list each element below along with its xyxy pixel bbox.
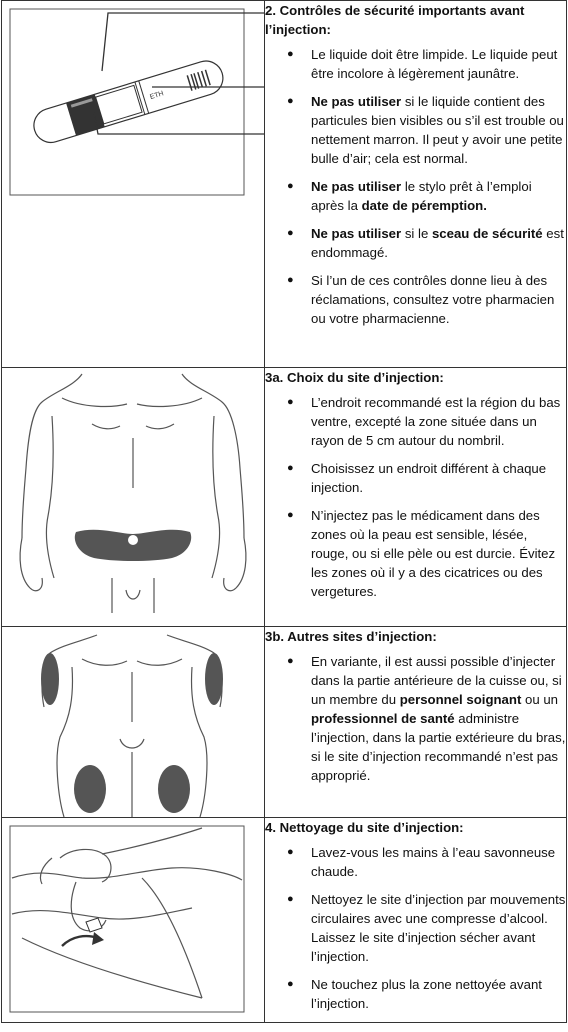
bullet-list <box>265 393 566 601</box>
bullet-item <box>265 506 566 601</box>
text-segment: ou un <box>521 692 559 707</box>
bullet-icon: ● <box>287 893 294 905</box>
step-row-3b <box>2 627 567 818</box>
bullet-icon: ● <box>287 48 294 60</box>
step-row-3a <box>2 368 567 627</box>
bold-text: Ne pas utiliser <box>311 94 402 109</box>
svg-text:ETH: ETH <box>149 90 165 102</box>
bullet-icon: ● <box>287 462 294 474</box>
step-3a-text <box>265 368 567 627</box>
text-segment: Lavez-vous les mains à l’eau savonneuse chaude. <box>311 845 556 879</box>
pen-illustration <box>2 1 264 367</box>
bullet-icon: ● <box>287 978 294 990</box>
step-row-4 <box>2 818 567 1023</box>
bullet-item <box>265 652 566 785</box>
bullet-list <box>265 45 566 328</box>
bold-text: Ne pas utiliser <box>311 226 402 241</box>
step-2-text <box>265 1 567 368</box>
bold-text: personnel soignant <box>399 692 522 707</box>
bold-text: Ne pas utiliser <box>311 179 402 194</box>
bullet-item <box>265 843 566 881</box>
text-segment: En variante, il est aussi possible d’injecter dans la partie antérieure de la cuisse ou, si un membre du <box>311 654 562 707</box>
bullet-item <box>265 890 566 966</box>
pen-illustration-cell <box>2 1 265 368</box>
instruction-table <box>1 0 567 1023</box>
text-segment: le stylo prêt à l’emploi après la <box>311 179 532 213</box>
bold-text: date de péremption. <box>361 198 487 213</box>
text-segment: Ne touchez plus la zone nettoyée avant l’injection. <box>311 977 542 1011</box>
step-heading: 3a. Choix du site d’injection: <box>265 370 444 385</box>
step-heading: 4. Nettoyage du site d’injection: <box>265 820 464 835</box>
bullet-item <box>265 45 566 83</box>
other-sites-illustration-cell <box>2 627 265 818</box>
text-segment: si le liquide contient des particules bien visibles ou s’il est trouble ou nettement marron. Il peut y avoir une petite bulle d’air; cela est normal. <box>311 94 564 166</box>
bullet-item <box>265 177 566 215</box>
text-segment: N’injectez pas le médicament dans des zones où la peau est sensible, lésée, rouge, ou si elle pèle ou est durcie. Évitez les zones où il y a des cicatrices ou des vergetures. <box>311 508 556 599</box>
bold-text: professionnel de santé <box>311 711 455 726</box>
bullet-item <box>265 92 566 168</box>
text-segment: Le liquide doit être limpide. Le liquide peut être incolore à légèrement jaunâtre. <box>311 47 558 81</box>
step-heading: 3b. Autres sites d’injection: <box>265 629 437 644</box>
text-segment: est endommagé. <box>311 226 564 260</box>
bullet-icon: ● <box>287 180 294 192</box>
bold-text: sceau de sécurité <box>431 226 543 241</box>
text-segment: L’endroit recommandé est la région du bas ventre, excepté la zone située dans un rayon de 5 cm autour du nombril. <box>311 395 561 448</box>
bullet-item <box>265 224 566 262</box>
thigh-arm-injection-sites-illustration <box>2 627 264 817</box>
bullet-icon: ● <box>287 95 294 107</box>
bullet-icon: ● <box>287 227 294 239</box>
step-heading: 2. Contrôles de sécurité importants avant l’injection: <box>265 3 525 37</box>
step-4-text <box>265 818 567 1023</box>
text-segment: administre l’injection, dans la partie extérieure du bras, si le site d’injection recommandé n’est pas approprié. <box>311 711 566 783</box>
bullet-list <box>265 652 566 785</box>
text-segment: Choisissez un endroit différent à chaque injection. <box>311 461 547 495</box>
bullet-item <box>265 271 566 328</box>
step-3b-text <box>265 627 567 818</box>
cleaning-skin-illustration <box>2 818 264 1022</box>
bullet-item <box>265 393 566 450</box>
text-segment: Si l’un de ces contrôles donne lieu à des réclamations, consultez votre pharmacien ou votre pharmacienne. <box>311 273 555 326</box>
cleaning-illustration-cell <box>2 818 265 1023</box>
bullet-icon: ● <box>287 655 294 667</box>
abdomen-illustration-cell <box>2 368 265 627</box>
bullet-icon: ● <box>287 274 294 286</box>
bullet-icon: ● <box>287 509 294 521</box>
text-segment: si le <box>401 226 432 241</box>
bullet-icon: ● <box>287 396 294 408</box>
abdomen-injection-site-illustration <box>2 368 264 626</box>
bullet-item <box>265 975 566 1013</box>
text-segment: Nettoyez le site d’injection par mouvements circulaires avec une compresse d’alcool. Laissez le site d’injection sécher avant l’injection. <box>311 892 566 964</box>
step-row-2 <box>2 1 567 368</box>
bullet-list <box>265 843 566 1013</box>
bullet-icon: ● <box>287 846 294 858</box>
bullet-item <box>265 459 566 497</box>
